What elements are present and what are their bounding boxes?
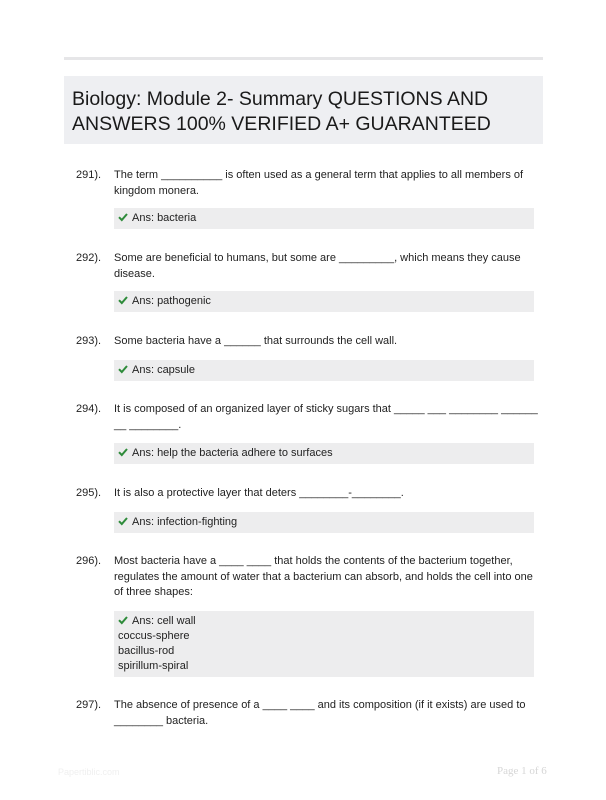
question-number: 291). <box>76 169 102 181</box>
title-banner <box>64 76 543 144</box>
answer-line: bacillus-rod <box>118 645 175 657</box>
answer-box <box>114 208 534 229</box>
answer-line <box>118 363 530 378</box>
question-text: It is also a protective layer that deters ________-________. <box>114 487 404 499</box>
document-title: Biology: Module 2- Summary QUESTIONS AND ANSWERS 100% VERIFIED A+ GUARANTEED <box>72 88 491 135</box>
answer-box <box>114 443 534 464</box>
check-icon <box>118 447 128 457</box>
answer-line: coccus-sphere <box>118 630 190 642</box>
page-number: Page 1 of 6 <box>497 765 547 777</box>
question-number: 296). <box>76 555 102 567</box>
answer-text: Ans: capsule <box>132 364 195 376</box>
check-icon <box>118 615 128 625</box>
answer-box <box>114 291 534 312</box>
question-number: 297). <box>76 699 102 711</box>
answer-text: Ans: bacteria <box>132 212 197 224</box>
question-number: 293). <box>76 335 102 347</box>
top-divider <box>64 57 543 60</box>
answer-line <box>118 211 530 226</box>
answer-text: Ans: pathogenic <box>132 295 211 307</box>
answer-box <box>114 360 534 381</box>
question-text: Most bacteria have a ____ ____ that holds the contents of the bacterium together, regulates the amount of water that a bacterium can absorb, and holds the cell into one of three shapes: <box>114 555 533 598</box>
answer-box <box>114 512 534 533</box>
check-icon <box>118 295 128 305</box>
answer-line <box>118 515 530 530</box>
question-text: It is composed of an organized layer of sticky sugars that _____ ___ ________ ______ __ ________. <box>114 403 538 431</box>
question-text: The term __________ is often used as a general term that applies to all members of kingdom monera. <box>114 169 524 197</box>
question-number: 292). <box>76 252 102 264</box>
check-icon <box>118 212 128 222</box>
question-number: 295). <box>76 487 102 499</box>
answer-line <box>118 614 530 629</box>
question-text: Some bacteria have a ______ that surrounds the cell wall. <box>114 335 398 347</box>
answer-text: Ans: help the bacteria adhere to surfaces <box>132 447 333 459</box>
answer-text: Ans: infection-fighting <box>132 516 238 528</box>
answer-line: spirillum-spiral <box>118 660 189 672</box>
check-icon <box>118 516 128 526</box>
answer-line <box>118 446 530 461</box>
answer-box <box>114 611 534 677</box>
question-text: The absence of presence of a ____ ____ and its composition (if it exists) are used to ________ bacteria. <box>114 699 526 727</box>
question-number: 294). <box>76 403 102 415</box>
check-icon <box>118 364 128 374</box>
footer-watermark: Papertiblic.com <box>58 767 120 777</box>
answer-text: Ans: cell wall <box>132 615 196 627</box>
question-text: Some are beneficial to humans, but some are _________, which means they cause disease. <box>114 252 521 280</box>
answer-line <box>118 294 530 309</box>
